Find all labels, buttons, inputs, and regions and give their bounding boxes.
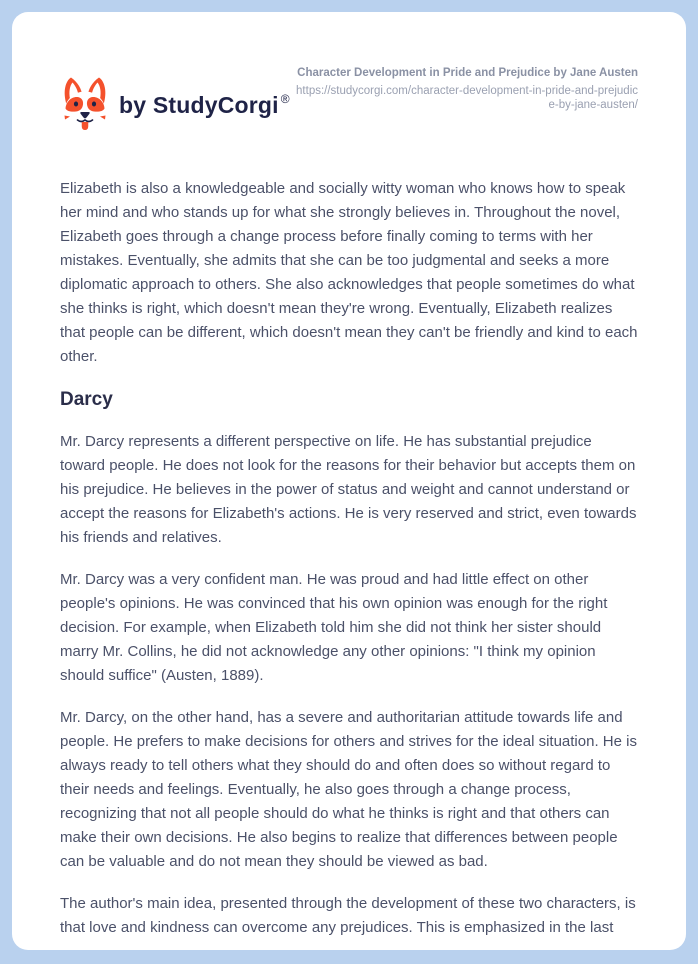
document-card <box>12 12 686 950</box>
document-title: Character Development in Pride and Prejudice by Jane Austen <box>297 67 638 79</box>
document-url-link[interactable]: https://studycorgi.com/character-development-in-pride-and-prejudice-by-jane-austen/ <box>296 85 638 111</box>
paragraph-darcy-confidence: Mr. Darcy was a very confident man. He was proud and had little effect on other people's opinions. He was convinced that his own opinion was enough for the right decision. For example, when Elizabeth told him she did not think her sister should marry Mr. Collins, he did not acknowledge any other opinions: "I think my opinion should suffice" (Austen, 1889). <box>60 571 608 684</box>
document-header <box>60 66 638 134</box>
logo-text: by StudyCorgi <box>119 91 279 118</box>
studycorgi-logo <box>60 76 290 134</box>
essay-body <box>60 177 638 940</box>
section-heading-darcy: Darcy <box>60 389 113 410</box>
paragraph-elizabeth-development: Elizabeth is also a knowledgeable and socially witty woman who knows how to speak her mind and who stands up for what she strongly believes in. Throughout the novel, Elizabeth goes through a change process before finally coming to terms with her mistakes. Eventually, she admits that she can be too judgmental and seeks a more diplomatic approach to others. She also acknowledges that people sometimes do what she thinks is right, which doesn't mean they're wrong. Eventually, Elizabeth realizes that people can be different, which doesn't mean they can't be friendly and kind to each other. <box>60 180 638 365</box>
registered-trademark-icon: ® <box>280 92 290 106</box>
corgi-icon <box>60 76 110 134</box>
paragraph-darcy-attitude: Mr. Darcy, on the other hand, has a severe and authoritarian attitude towards life and people. He prefers to make decisions for others and strives for the ideal situation. He is always ready to tell others what they should do and often does so without regard to their needs and feelings. Eventually, he also goes through a change process, recognizing that not all people should do what he thinks is right and that others can make their own decisions. He also begins to realize that differences between people can be valuable and do not mean they should be viewed as bad. <box>60 709 637 870</box>
document-meta <box>296 66 638 112</box>
paragraph-darcy-perspective: Mr. Darcy represents a different perspective on life. He has substantial prejudice toward people. He does not look for the reasons for their behavior but accepts them on his prejudice. He believes in the power of status and weight and cannot understand or accept the reasons for Elizabeth's actions. He is very reserved and strict, even towards his friends and relatives. <box>60 433 637 546</box>
paragraph-author-main-idea: The author's main idea, presented through the development of these two characters, is that love and kindness can overcome any prejudices. This is emphasized in the last <box>60 895 636 936</box>
